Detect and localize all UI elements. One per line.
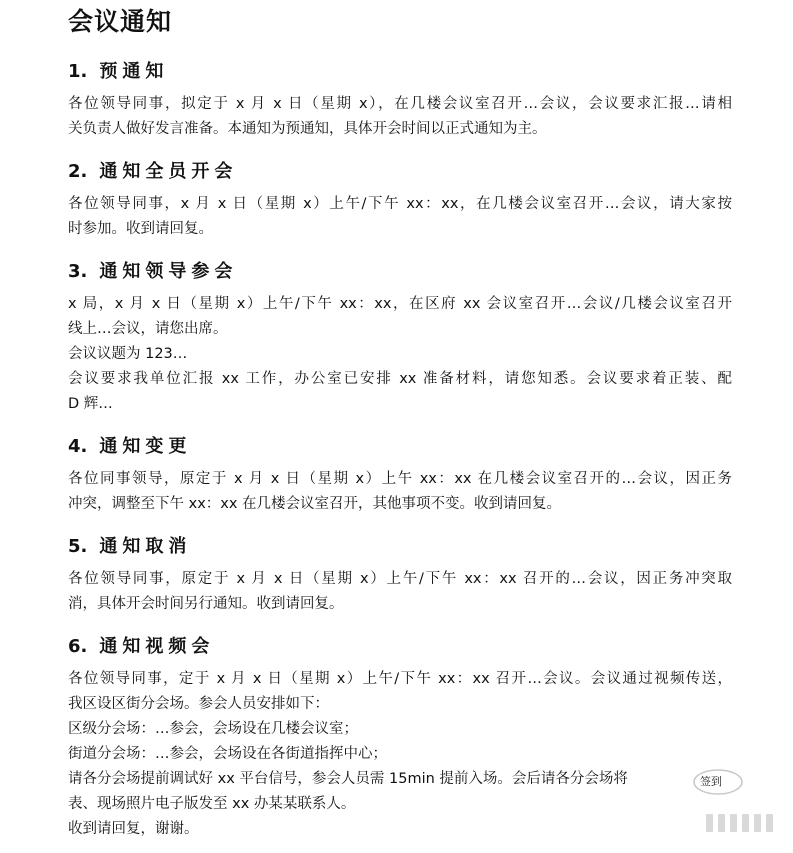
section-6-line-7: 收到请回复，谢谢。 (68, 821, 199, 837)
watermark-bar (706, 814, 713, 832)
page-title: 会议通知 (68, 7, 173, 36)
watermark-bar (718, 814, 725, 832)
section-1-number: 1. (68, 61, 88, 82)
section-3-line-3: 会议议题为 123… (68, 346, 188, 362)
section-4-line-1: 各位同事领导，原定于 x 月 x 日（星期 x）上午 xx：xx 在几楼会议室召开的…会议，因正务 (68, 471, 732, 487)
section-4-number: 4. (68, 436, 88, 457)
section-3-line-4: 会议要求我单位汇报 xx 工作，办公室已安排 xx 准备材料，请您知悉。会议要求着正装、配 (68, 371, 732, 387)
section-5-heading (68, 532, 191, 558)
section-6-title: 通知视频会 (99, 636, 215, 657)
section-4-line-2: 冲突，调整至下午 xx：xx 在几楼会议室召开，其他事项不变。收到请回复。 (68, 496, 562, 512)
section-3-line-5: D 辉… (68, 396, 113, 412)
section-2-number: 2. (68, 161, 88, 182)
section-5-number: 5. (68, 536, 88, 557)
section-6-heading (68, 632, 214, 658)
section-3-heading (68, 257, 237, 283)
section-6-number: 6. (68, 636, 88, 657)
section-6-line-3: 区级分会场：…参会，会场设在几楼会议室； (68, 721, 358, 737)
section-5-title: 通知取消 (99, 536, 192, 557)
watermark-text: 签到 (700, 775, 722, 788)
section-1-line-1: 各位领导同事，拟定于 x 月 x 日（星期 x），在几楼会议室召开…会议，会议要求汇报…请相 (68, 96, 732, 112)
section-3-title: 通知领导参会 (99, 261, 238, 282)
section-1-line-2: 关负责人做好发言准备。本通知为预通知，具体开会时间以正式通知为主。 (68, 121, 547, 137)
section-3-line-1: x 局，x 月 x 日（星期 x）上午/下午 xx：xx，在区府 xx 会议室召开…会议/几楼会议室召开 (68, 296, 732, 312)
watermark-bar (766, 814, 773, 832)
section-1-heading (68, 57, 168, 83)
watermark-bar (754, 814, 761, 832)
section-3-number: 3. (68, 261, 88, 282)
section-5-line-1: 各位领导同事，原定于 x 月 x 日（星期 x）上午/下午 xx：xx 召开的…会议，因正务冲突取 (68, 571, 732, 587)
section-5-line-2: 消，具体开会时间另行通知。收到请回复。 (68, 596, 344, 612)
section-4-heading (68, 432, 191, 458)
section-6-line-1: 各位领导同事，定于 x 月 x 日（星期 x）上午/下午 xx：xx 召开…会议。会议通过视频传送， (68, 671, 732, 687)
section-2-line-2: 时参加。收到请回复。 (68, 221, 213, 237)
section-6-line-5: 请各分会场提前调试好 xx 平台信号，参会人员需 15min 提前入场。会后请各分会场将 (68, 771, 628, 787)
section-1-title: 预通知 (99, 61, 169, 82)
watermark-graphic (668, 768, 776, 840)
section-2-title: 通知全员开会 (99, 161, 238, 182)
section-4-title: 通知变更 (99, 436, 192, 457)
section-2-line-1: 各位领导同事，x 月 x 日（星期 x）上午/下午 xx：xx，在几楼会议室召开…会议，请大家按 (68, 196, 732, 212)
section-6-line-6: 表、现场照片电子版发至 xx 办某某联系人。 (68, 796, 356, 812)
section-3-line-2: 线上…会议，请您出席。 (68, 321, 228, 337)
section-6-line-4: 街道分会场：…参会，会场设在各街道指挥中心； (68, 746, 387, 762)
section-6-line-2: 我区设区街分会场。参会人员安排如下： (68, 696, 329, 712)
watermark-bar (730, 814, 737, 832)
section-2-heading (68, 157, 237, 183)
watermark-bar (742, 814, 749, 832)
